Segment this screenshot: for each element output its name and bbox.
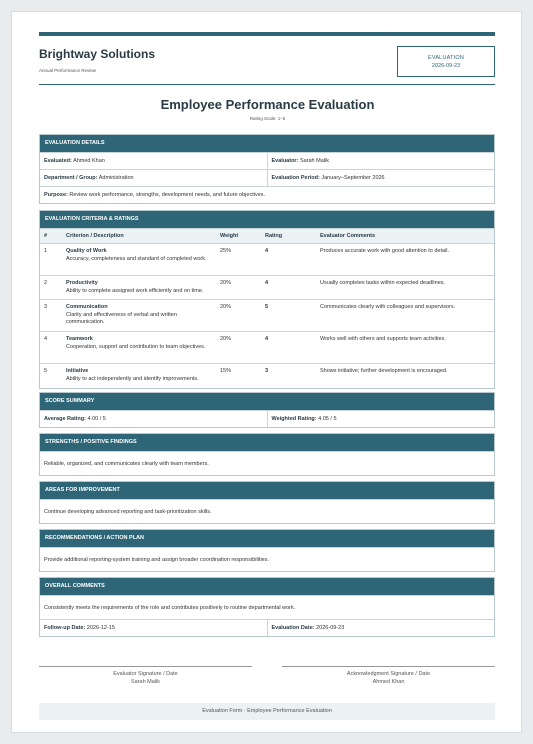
row-number: 4 — [40, 332, 62, 364]
criterion-weight: 15% — [216, 364, 261, 388]
evaluated-cell: Evaluated: Ahmed Khan — [44, 158, 105, 164]
criterion-description: Cooperation, support and contribution to team objectives. — [66, 343, 206, 350]
criterion-comment: Shows initiative; further development is encouraged. — [316, 364, 494, 388]
weighted-rating-value: 4.05 / 5 — [318, 416, 337, 422]
details-section — [39, 134, 495, 204]
table-row — [40, 364, 494, 388]
criterion-name: Initiative — [66, 368, 89, 374]
criterion-rating: 5 — [261, 300, 316, 332]
criterion-comment: Usually completes tasks within expected deadlines. — [316, 276, 494, 300]
details-heading: EVALUATION DETAILS — [40, 135, 494, 152]
overall-section — [39, 577, 495, 637]
strengths-heading: STRENGTHS / POSITIVE FINDINGS — [40, 434, 494, 451]
criterion-weight: 20% — [216, 332, 261, 364]
row-number: 5 — [40, 364, 62, 388]
acknowledgment-signature-caption: Acknowledgment Signature / Date — [346, 671, 431, 677]
criteria-heading: EVALUATION CRITERIA & RATINGS — [40, 211, 494, 228]
improvement-text: Continue developing advanced reporting and task-prioritization skills. — [40, 499, 494, 523]
row-number: 2 — [40, 276, 62, 300]
score-heading: SCORE SUMMARY — [40, 393, 494, 410]
strengths-section — [39, 433, 495, 476]
criterion-description: Ability to act independently and identify improvements. — [66, 375, 199, 382]
criterion-name: Teamwork — [66, 336, 93, 342]
evaluation-badge-date: 2026-09-23 — [431, 63, 461, 69]
page-footer: Evaluation Form · Employee Performance Evaluation — [39, 703, 495, 720]
table-row — [40, 300, 494, 332]
top-accent-bar — [39, 32, 495, 36]
criterion-weight: 20% — [216, 276, 261, 300]
overall-heading: OVERALL COMMENTS — [40, 578, 494, 595]
row-number: 3 — [40, 300, 62, 332]
average-rating-value: 4.00 / 5 — [87, 416, 106, 422]
recommendations-heading: RECOMMENDATIONS / ACTION PLAN — [40, 530, 494, 547]
period-value: January–September 2026 — [321, 175, 385, 181]
recommendations-section — [39, 529, 495, 572]
criteria-table — [40, 228, 494, 388]
evaluated-value: Ahmed Khan — [73, 158, 105, 164]
evaluation-badge-label: EVALUATION — [427, 55, 465, 61]
criterion-rating: 4 — [261, 332, 316, 364]
improvement-heading: AREAS FOR IMPROVEMENT — [40, 482, 494, 499]
col-criterion: Criterion / Description — [62, 229, 216, 244]
evaluator-cell: Evaluator: Sarah Malik — [267, 153, 495, 169]
evaluator-signature-line — [39, 666, 252, 667]
criterion-name: Communication — [66, 304, 108, 310]
col-weight: Weight — [216, 229, 261, 244]
evaluator-signature-name: Sarah Malik — [130, 679, 161, 685]
criterion-weight: 20% — [216, 300, 261, 332]
table-row — [40, 332, 494, 364]
evaluation-badge — [397, 46, 495, 77]
company-name: Brightway Solutions — [39, 47, 156, 61]
form-subtitle: Annual Performance Review — [39, 68, 97, 73]
criterion-description: Accuracy, completeness and standard of completed work. — [66, 255, 207, 262]
criterion-name: Quality of Work — [66, 248, 107, 254]
evaluator-value: Sarah Malik — [299, 158, 329, 164]
evaluation-date-value: 2026-09-23 — [316, 625, 345, 631]
criterion-comment: Produces accurate work with good attention to detail. — [316, 244, 494, 276]
criterion-rating: 4 — [261, 244, 316, 276]
header-divider — [39, 84, 495, 85]
department-cell: Department / Group: Administration — [44, 175, 134, 181]
department-value: Administration — [98, 175, 134, 181]
criterion-description: Ability to complete assigned work efficiently and on time. — [66, 287, 204, 294]
criterion-comment: Communicates clearly with colleagues and supervisors. — [316, 300, 494, 332]
table-row — [40, 244, 494, 276]
strengths-text: Reliable, organized, and communicates clearly with team members. — [40, 451, 494, 475]
form-page — [11, 11, 522, 733]
col-number: # — [40, 229, 62, 244]
period-cell: Evaluation Period: January–September 2026 — [267, 170, 495, 186]
row-number: 1 — [40, 244, 62, 276]
evaluator-signature-caption: Evaluator Signature / Date — [113, 671, 178, 677]
col-comments: Evaluator Comments — [316, 229, 494, 244]
score-section — [39, 392, 495, 428]
overall-text: Consistently meets the requirements of the role and contributes positively to routine departmental work. — [40, 595, 494, 619]
page-title: Employee Performance Evaluation — [160, 97, 375, 112]
criterion-rating: 4 — [261, 276, 316, 300]
col-rating: Rating — [261, 229, 316, 244]
average-rating-cell: Average Rating: 4.00 / 5 — [44, 416, 106, 422]
recommendations-text: Provide additional reporting-system training and assign broader coordination responsibilities. — [40, 547, 494, 571]
rating-scale: Rating Scale: 1–5 — [249, 116, 286, 121]
criterion-name: Productivity — [66, 280, 98, 286]
purpose-cell: Purpose: Review work performance, strengths, development needs, and future objectives. — [44, 192, 266, 198]
criterion-description: Clarity and effectiveness of verbal and written communication. — [66, 311, 177, 325]
followup-date-cell: Follow-up Date: 2026-12-15 — [44, 625, 115, 631]
evaluation-date-cell: Evaluation Date: 2026-09-23 — [267, 620, 495, 636]
criteria-section — [39, 210, 495, 389]
criterion-rating: 3 — [261, 364, 316, 388]
purpose-value: Review work performance, strengths, development needs, and future objectives. — [69, 192, 266, 198]
acknowledgment-signature-line — [282, 666, 495, 667]
followup-date-value: 2026-12-15 — [86, 625, 115, 631]
improvement-section — [39, 481, 495, 524]
table-row — [40, 276, 494, 300]
criterion-weight: 25% — [216, 244, 261, 276]
acknowledgment-signature-name: Ahmed Khan — [372, 679, 405, 685]
weighted-rating-cell: Weighted Rating: 4.05 / 5 — [267, 411, 495, 427]
criterion-comment: Works well with others and supports team activities. — [316, 332, 494, 364]
